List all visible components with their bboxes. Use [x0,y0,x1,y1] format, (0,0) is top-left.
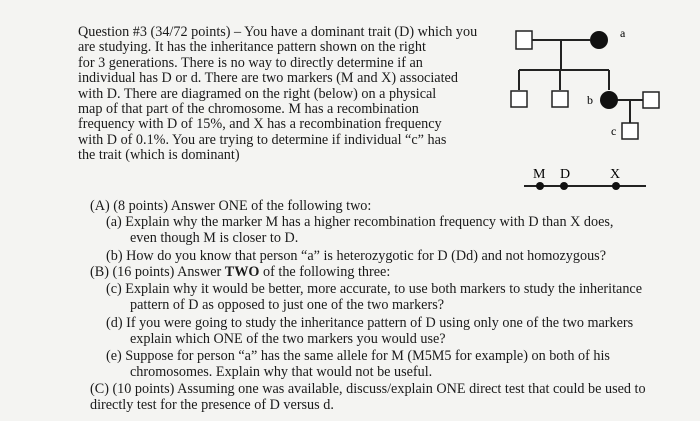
part-b-heading-prefix: (B) (16 points) Answer [90,264,225,280]
label-c: c [611,124,617,138]
label-b: b [587,93,593,107]
intro-line: are studying. It has the inheritance pattern shown on the right [78,39,426,56]
marker-x-dot [612,182,620,190]
part-a-heading: (A) (8 points) Answer ONE of the following two: [90,198,372,214]
marker-d-dot [560,182,568,190]
intro-line: for 3 generations. There is no way to directly determine if an [78,54,423,71]
marker-d-label: D [560,167,571,182]
person-b-affected-circle [600,91,618,109]
pedigree-diagram [0,0,700,200]
part-c-line: (C) (10 points) Assuming one was available, discuss/explain ONE direct test that could be used to [90,381,646,397]
intro-line: map of that part of the chromosome. M has a recombination [78,101,419,118]
part-b-heading-bold: TWO [224,264,260,280]
gen2-male-square [552,91,568,107]
part-b-heading-suffix: of the following three: [259,264,391,280]
gen2-male-square [511,91,527,107]
item-d-line: explain which ONE of the two markers you would use? [130,331,446,347]
part-c-line: directly test for the presence of D versus d. [90,397,334,413]
intro-line: with D. There are diagramed on the right (below) on a physical [78,85,437,102]
gen2-spouse-square [643,92,659,108]
gen1-male-square [516,31,532,49]
intro-line: Question #3 (34/72 points) – You have a dominant trait (D) which you [78,24,478,40]
item-c-line: pattern of D as opposed to just one of the two markers? [130,297,445,313]
intro-line: with D of 0.1%. You are trying to determine if individual “c” has [78,131,447,148]
person-a-affected-circle [590,31,608,49]
item-c-line: (c) Explain why it would be better, more accurate, to use both markers to study the inheritance [106,281,643,297]
item-a-line: (a) Explain why the marker M has a higher recombination frequency with D than X does, [106,214,614,230]
intro-line: frequency with D of 15%, and X has a recombination frequency [78,116,442,133]
intro-line: individual has D or d. There are two markers (M and X) associated [78,70,458,87]
person-c-square [622,123,638,139]
part-b-heading [90,265,390,280]
item-e-line: (e) Suppose for person “a” has the same allele for M (M5M5 for example) on both of his [106,348,610,364]
marker-m-label: M [533,167,546,182]
item-e-line: chromosomes. Explain why that would not be useful. [130,364,433,380]
marker-x-label: X [610,167,621,182]
item-a-line: even though M is closer to D. [130,230,299,246]
label-a: a [620,26,626,40]
intro-line: the trait (which is dominant) [78,147,240,164]
item-d-line: (d) If you were going to study the inheritance pattern of D using only one of the two markers [106,315,634,331]
item-b-line: (b) How do you know that person “a” is heterozygotic for D (Dd) and not homozygous? [106,248,606,264]
marker-m-dot [536,182,544,190]
